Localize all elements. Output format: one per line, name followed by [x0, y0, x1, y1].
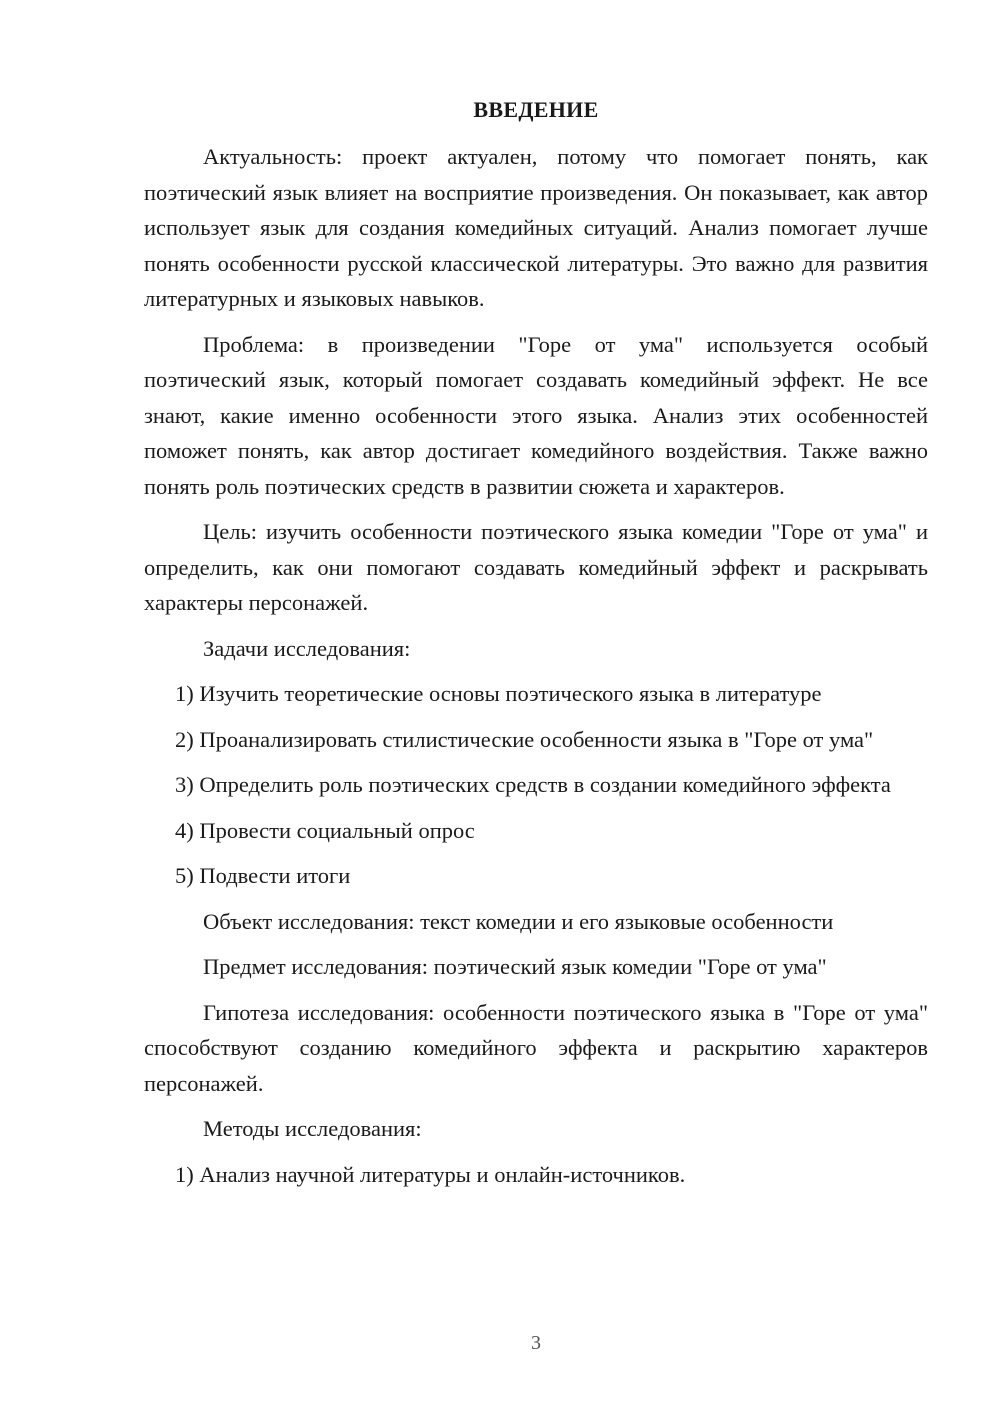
- task-item-2: 2) Проанализировать стилистические особенности языка в "Горе от ума": [175, 726, 874, 752]
- research-object: Объект исследования: текст комедии и его языковые особенности: [203, 908, 834, 934]
- goal-paragraph: Цель: изучить особенности поэтического языка комедии "Горе от ума" и определить, как они помогают создавать комедийный эффект и раскрывать характеры персонажей.: [144, 519, 928, 615]
- relevance-paragraph: Актуальность: проект актуален, потому что помогает понять, как поэтический язык влияет на восприятие произведения. Он показывает, как автор использует язык для создания комедийных ситуаций. Анализ помогает лучше понять особенности русской классической литературы. Это важно для развития литературных и языковых навыков.: [144, 144, 928, 311]
- page-number: 3: [531, 1332, 541, 1354]
- task-item-4: 4) Провести социальный опрос: [175, 817, 475, 843]
- problem-paragraph: Проблема: в произведении "Горе от ума" используется особый поэтический язык, который помогает создавать комедийный эффект. Не все знают, какие именно особенности этого языка. Анализ этих особенностей поможет понять, как автор достигает комедийного воздействия. Также важно понять роль поэтических средств в развитии сюжета и характеров.: [144, 331, 928, 499]
- task-item-5: 5) Подвести итоги: [175, 863, 351, 888]
- methods-heading: Методы исследования:: [203, 1116, 422, 1141]
- document-page: [144, 92, 928, 1202]
- section-heading: ВВЕДЕНИЕ: [473, 97, 599, 122]
- research-hypothesis: Гипотеза исследования: особенности поэтического языка в "Горе от ума" способствуют созданию комедийного эффекта и раскрытию характеров персонажей.: [144, 999, 928, 1096]
- tasks-heading: Задачи исследования:: [203, 635, 411, 661]
- method-item-1: 1) Анализ научной литературы и онлайн-источников.: [175, 1161, 686, 1187]
- task-item-1: 1) Изучить теоретические основы поэтического языка в литературе: [175, 681, 822, 706]
- task-item-3: 3) Определить роль поэтических средств в создании комедийного эффекта: [175, 772, 891, 797]
- research-subject: Предмет исследования: поэтический язык комедии "Горе от ума": [203, 954, 827, 979]
